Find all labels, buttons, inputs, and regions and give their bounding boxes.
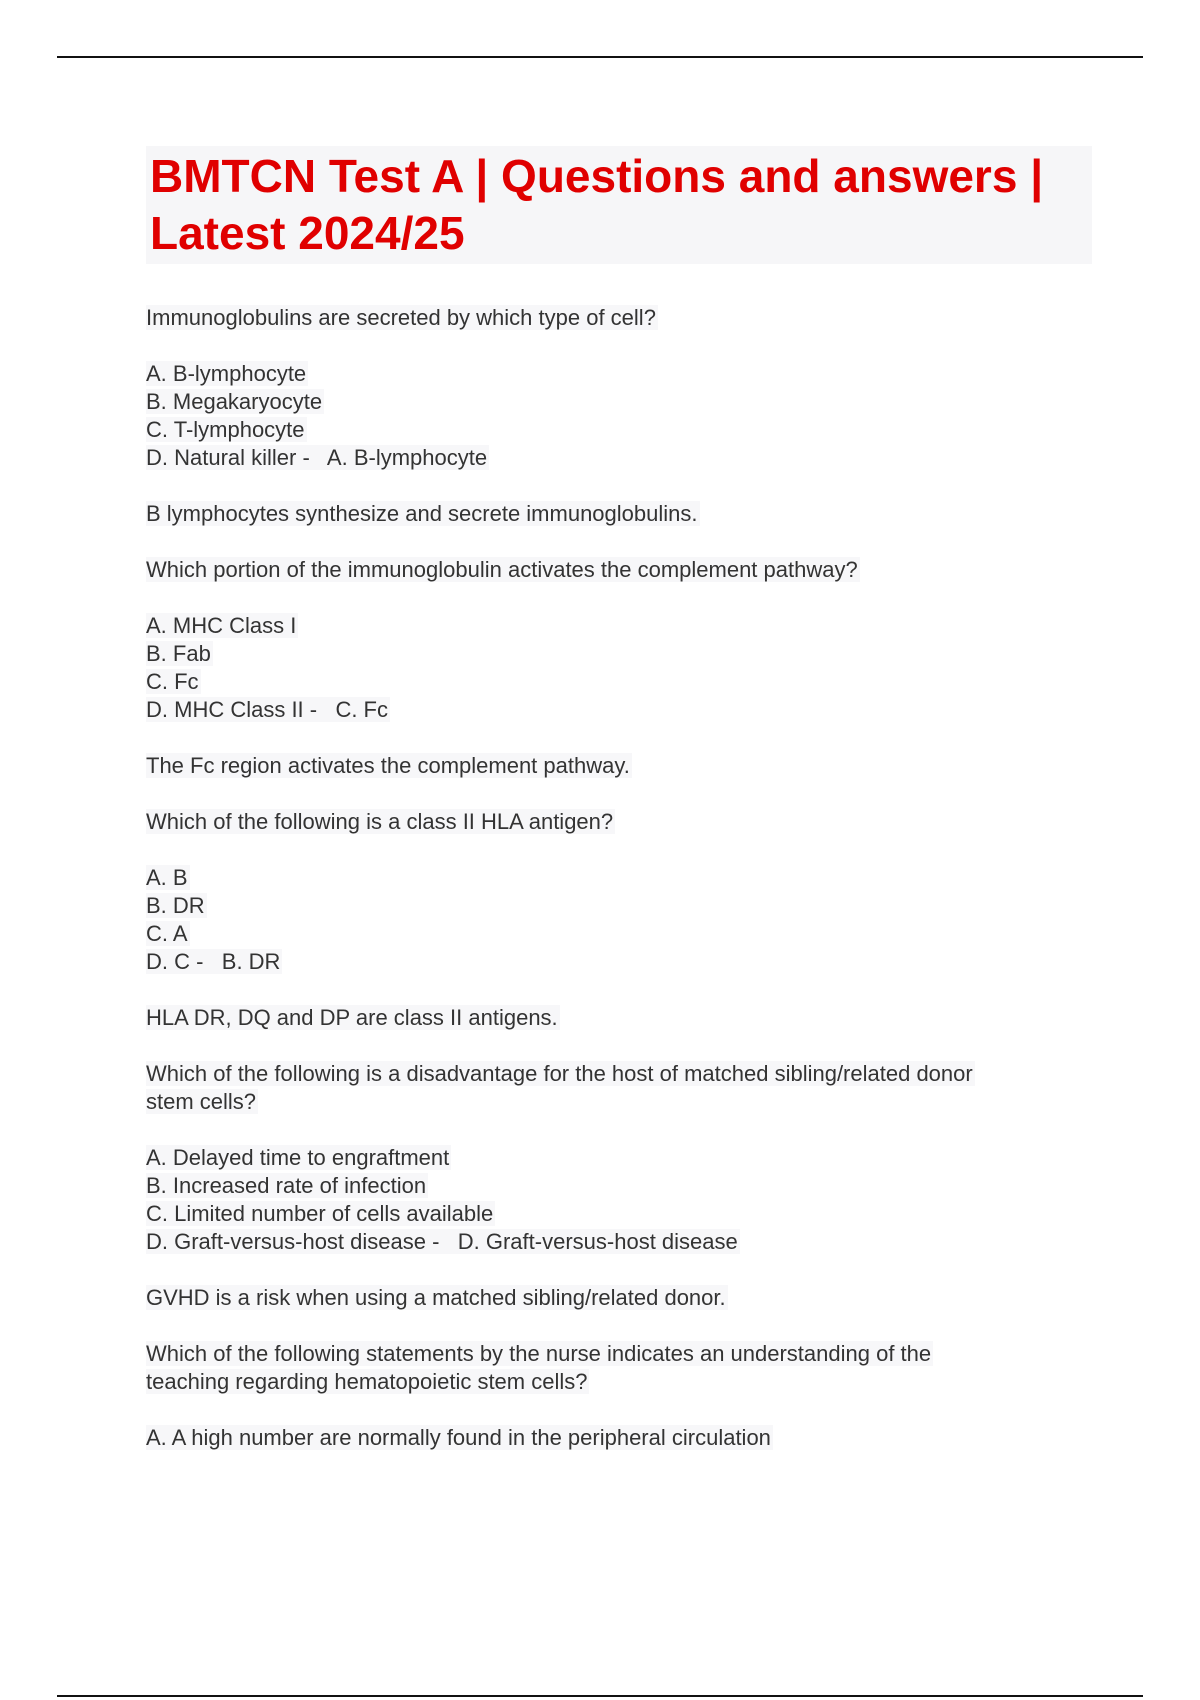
- question-line: stem cells?: [146, 1089, 257, 1114]
- question-text: [146, 808, 1096, 836]
- option-item: C. Fc: [146, 669, 199, 694]
- title-line-2: Latest 2024/25: [150, 207, 465, 259]
- question-text: [146, 1060, 1096, 1116]
- options-list: [146, 612, 1096, 724]
- option-item: B. Megakaryocyte: [146, 389, 323, 414]
- option-item: C. Limited number of cells available: [146, 1201, 494, 1226]
- explanation-text: HLA DR, DQ and DP are class II antigens.: [146, 1005, 558, 1030]
- question-block-3: [146, 808, 1096, 1032]
- question-text: [146, 1340, 1096, 1396]
- question-block-1: [146, 304, 1096, 528]
- question-line: Which of the following is a class II HLA antigen?: [146, 809, 614, 834]
- explanation: [146, 500, 1096, 528]
- option-item: C. A: [146, 921, 188, 946]
- option-item: C. T-lymphocyte: [146, 417, 305, 442]
- document-body: [146, 146, 1096, 1480]
- option-item: A. MHC Class I: [146, 613, 297, 638]
- option-item: B. DR: [146, 893, 205, 918]
- question-line: Which portion of the immunoglobulin activates the complement pathway?: [146, 557, 858, 582]
- options-list: [146, 864, 1096, 976]
- top-rule: [57, 56, 1143, 58]
- question-line: Which of the following statements by the nurse indicates an understanding of the: [146, 1341, 932, 1366]
- question-block-4: [146, 1060, 1096, 1312]
- explanation: [146, 1004, 1096, 1032]
- option-item-with-answer: D. C - B. DR: [146, 949, 281, 974]
- option-item-with-answer: D. Graft-versus-host disease - D. Graft-versus-host disease: [146, 1229, 738, 1254]
- question-block-5: [146, 1340, 1096, 1452]
- question-block-2: [146, 556, 1096, 780]
- options-list: [146, 360, 1096, 472]
- options-list: [146, 1144, 1096, 1256]
- question-line: Immunoglobulins are secreted by which type of cell?: [146, 305, 656, 330]
- explanation-text: GVHD is a risk when using a matched sibling/related donor.: [146, 1285, 726, 1310]
- option-item: A. B-lymphocyte: [146, 361, 307, 386]
- explanation: [146, 752, 1096, 780]
- option-item: B. Increased rate of infection: [146, 1173, 427, 1198]
- option-item: A. A high number are normally found in the peripheral circulation: [146, 1425, 771, 1450]
- option-item: A. Delayed time to engraftment: [146, 1145, 450, 1170]
- document-title: [146, 146, 1092, 264]
- bottom-rule: [57, 1695, 1143, 1697]
- option-item: B. Fab: [146, 641, 211, 666]
- option-item: A. B: [146, 865, 188, 890]
- option-item-with-answer: D. MHC Class II - C. Fc: [146, 697, 388, 722]
- question-text: [146, 304, 1096, 332]
- question-line: Which of the following is a disadvantage for the host of matched sibling/related donor: [146, 1061, 973, 1086]
- explanation-text: B lymphocytes synthesize and secrete immunoglobulins.: [146, 501, 698, 526]
- explanation: [146, 1284, 1096, 1312]
- options-list: [146, 1424, 1096, 1452]
- title-line-1: BMTCN Test A | Questions and answers |: [150, 150, 1044, 202]
- explanation-text: The Fc region activates the complement pathway.: [146, 753, 630, 778]
- question-text: [146, 556, 1096, 584]
- question-line: teaching regarding hematopoietic stem cells?: [146, 1369, 588, 1394]
- option-item-with-answer: D. Natural killer - A. B-lymphocyte: [146, 445, 488, 470]
